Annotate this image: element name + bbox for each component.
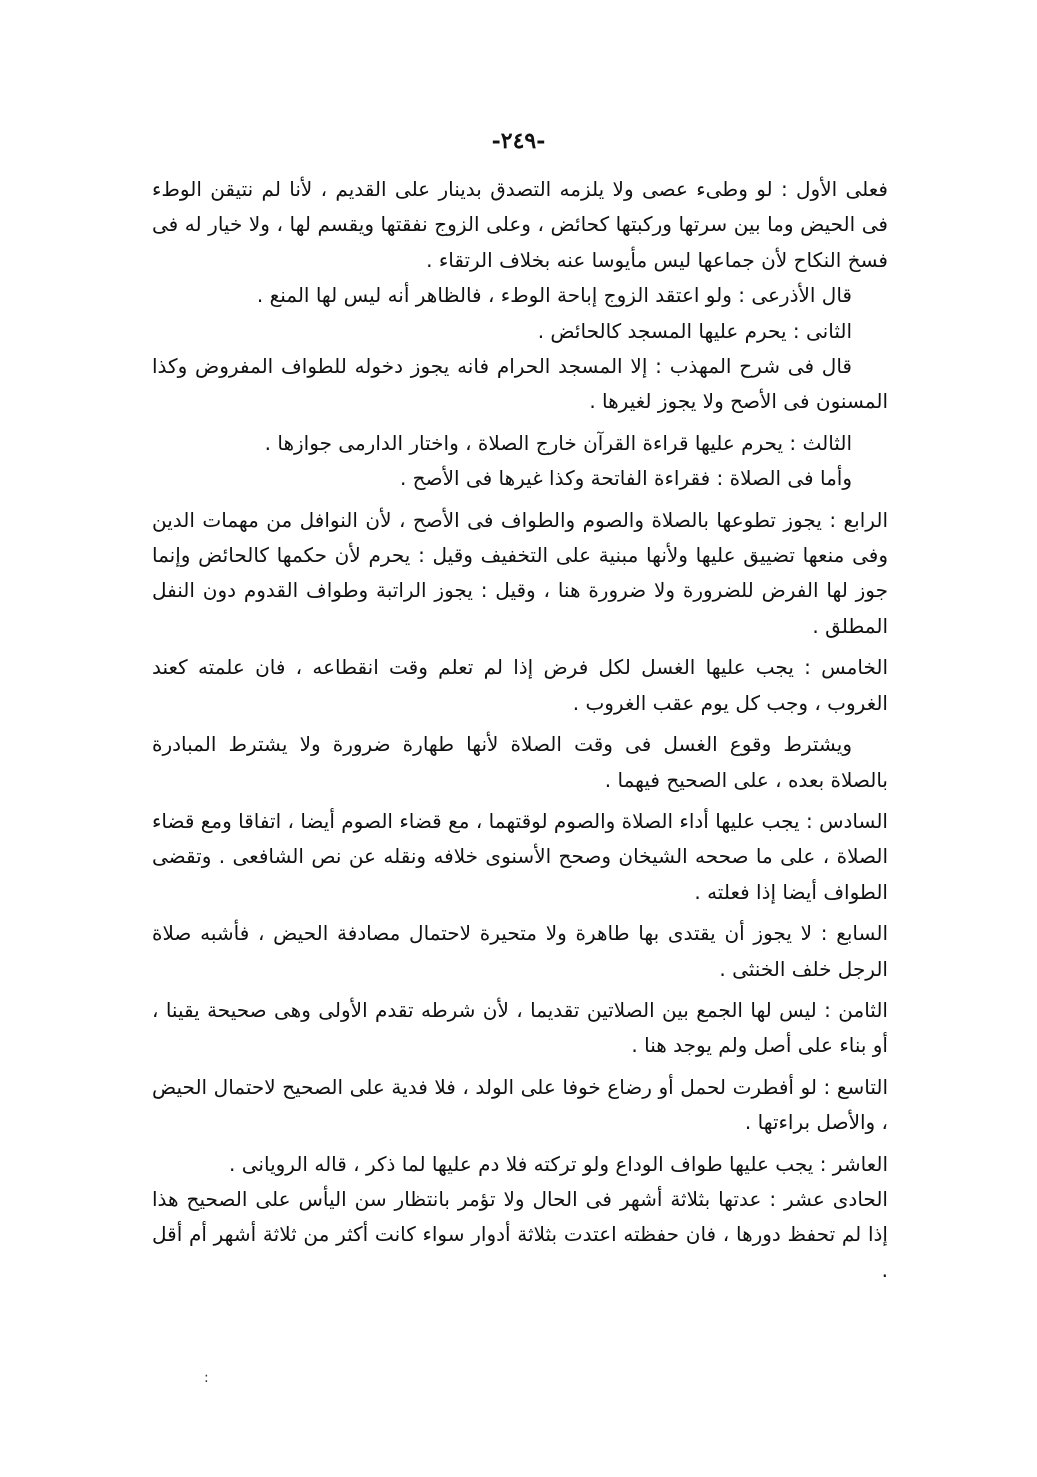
stray-ink-mark: : <box>204 1370 209 1386</box>
paragraph-ghusl-condition: ويشترط وقوع الغسل فى وقت الصلاة لأنها طهارة ضرورة ولا يشترط المبادرة بالصلاة بعده ، على الصحيح فيهما . <box>152 732 888 792</box>
paragraph-muhadhdhab: قال فى شرح المهذب : إلا المسجد الحرام فانه يجوز دخوله للطواف المفروض وكذا المسنون فى الأصح ولا يجوز لغيرها . <box>152 354 888 414</box>
paragraph-sixth: السادس : يجب عليها أداء الصلاة والصوم لوقتهما ، مع قضاء الصوم أيضا ، اتفاقا ومع قضاء الصلاة ، على ما صححه الشيخان وصحح الأسنوى خلافه ونقله عن نص الشافعى . وتقضى الطواف أيضا إذا فعلته . <box>152 808 888 904</box>
paragraph-eighth: الثامن : ليس لها الجمع بين الصلاتين تقديما ، لأن شرطه تقدم الأولى وهى صحيحة يقينا ، أو بناء على أصل ولم يوجد هنا . <box>152 997 888 1058</box>
paragraph-seventh: السابع : لا يجوز أن يقتدى بها طاهرة ولا متحيرة لاحتمال مصادفة الحيض ، فأشبه صلاة الرجل خلف الخنثى . <box>152 921 888 981</box>
paragraph-ninth: التاسع : لو أفطرت لحمل أو رضاع خوفا على الولد ، فلا فدية على الصحيح لاحتمال الحيض ، والأصل براءتها . <box>152 1074 888 1135</box>
paragraph-tenth: العاشر : يجب عليها طواف الوداع ولو تركته فلا دم عليها لما ذكر ، قاله الرويانى . <box>229 1151 888 1176</box>
page-body <box>152 172 888 1288</box>
paragraph-adhraee: قال الأذرعى : ولو اعتقد الزوج إباحة الوطء ، فالظاهر أنه ليس لها المنع . <box>256 283 852 308</box>
paragraph-prayer-recitation: وأما فى الصلاة : فقراءة الفاتحة وكذا غيرها فى الأصح . <box>399 466 852 491</box>
paragraph-first-case: فعلى الأول : لو وطىء عصى ولا يلزمه التصدق بدينار على القديم ، لأنا لم نتيقن الوطء فى الحيض وما بين سرتها وركبتها كحائض ، وعلى الزوج نفقتها ويقسم لها ، ولا خيار له فى فسخ النكاح لأن جماعها ليس مأيوسا عنه بخلاف الرتقاء . <box>152 177 888 272</box>
paragraph-third: الثالث : يحرم عليها قراءة القرآن خارج الصلاة ، واختار الدارمى جوازها . <box>264 430 852 455</box>
paragraph-fifth: الخامس : يجب عليها الغسل لكل فرض إذا لم تعلم وقت انقطاعه ، فان علمته كعند الغروب ، وجب كل يوم عقب الغروب . <box>152 655 888 715</box>
paragraph-eleventh: الحادى عشر : عدتها بثلاثة أشهر فى الحال ولا تؤمر بانتظار سن اليأس على الصحيح هذا إذا لم تحفظ دورها ، فان حفظته اعتدت بثلاثة أدوار سواء كانت أكثر من ثلاثة أشهر أم أقل . <box>152 1186 888 1282</box>
page-number: -٢٤٩- <box>491 128 546 154</box>
paragraph-second: الثانى : يحرم عليها المسجد كالحائض . <box>537 318 852 343</box>
paragraph-fourth: الرابع : يجوز تطوعها بالصلاة والصوم والطواف فى الأصح ، لأن النوافل من مهمات الدين وفى منعها تضييق عليها ولأنها مبنية على التخفيف وقيل : يحرم لأن حكمها كالحائض وإنما جوز لها الفرض للضرورة ولا ضرورة هنا ، وقيل : يجوز الراتبة وطواف القدوم دون النفل المطلق . <box>152 507 888 638</box>
